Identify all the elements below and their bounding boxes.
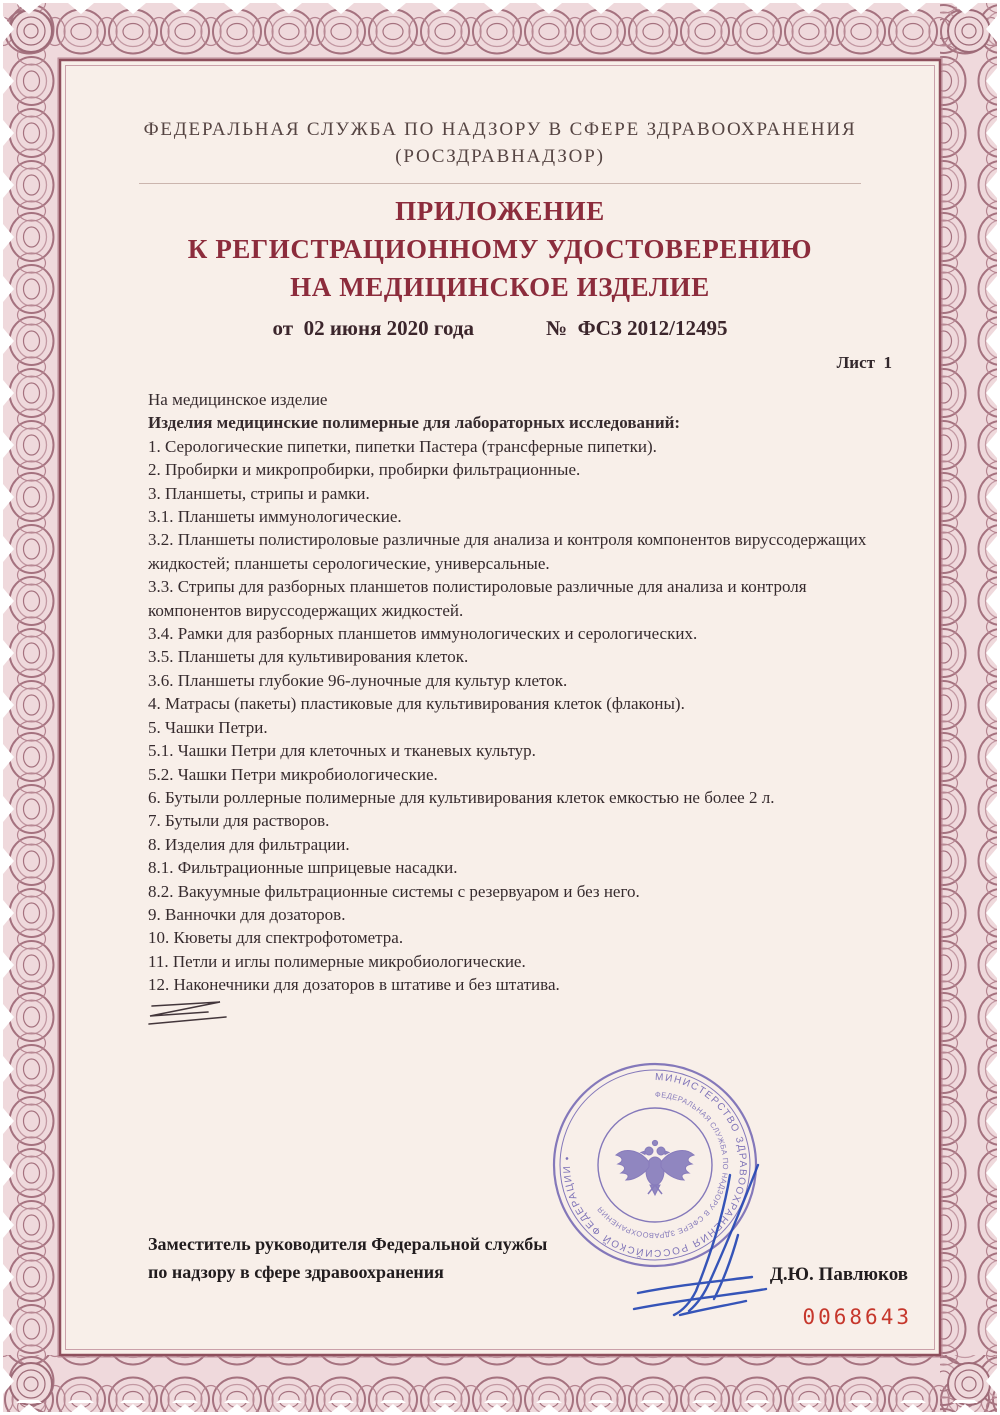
document-content bbox=[62, 62, 938, 1353]
list-item: 3. Планшеты, стрипы и рамки. bbox=[148, 483, 370, 503]
registration-number: № ФСЗ 2012/12495 bbox=[545, 316, 728, 340]
signatory-role-line-1: Заместитель руководителя Федеральной службы bbox=[148, 1234, 548, 1254]
title-line-3: НА МЕДИЦИНСКОЕ ИЗДЕЛИЕ bbox=[290, 272, 710, 302]
list-item: 4. Матрасы (пакеты) пластиковые для культивирования клеток (флаконы). bbox=[148, 694, 685, 714]
agency-line-2: (РОСЗДРАВНАДЗОР) bbox=[395, 146, 605, 167]
list-item: 5. Чашки Петри. bbox=[148, 717, 268, 737]
agency-line-1: ФЕДЕРАЛЬНАЯ СЛУЖБА ПО НАДЗОРУ В СФЕРЕ ЗДРАВООХРАНЕНИЯ bbox=[143, 119, 857, 140]
list-item: 3.1. Планшеты иммунологические. bbox=[148, 507, 402, 527]
issue-date: от 02 июня 2020 года bbox=[272, 316, 474, 340]
double-headed-eagle-icon bbox=[616, 1140, 694, 1195]
list-item: 2. Пробирки и микропробирки, пробирки фильтрационные. bbox=[148, 460, 581, 480]
list-item: 3.6. Планшеты глубокие 96-луночные для культур клеток. bbox=[148, 670, 568, 690]
list-item: 11. Петли и иглы полимерные микробиологические. bbox=[148, 951, 526, 971]
document-title bbox=[62, 192, 938, 306]
header-divider-line bbox=[139, 183, 861, 184]
signatory-block bbox=[148, 1230, 908, 1286]
sheet-label: Лист 1 bbox=[836, 353, 892, 372]
stamp-outer-text: МИНИСТЕРСТВО ЗДРАВООХРАНЕНИЯ РОССИЙСКОЙ ФЕДЕРАЦИИ • bbox=[561, 1071, 749, 1259]
list-item: 3.2. Планшеты полистироловые различные для анализа и контроля компонентов вируссодержащих жидкостей; планшеты серологические, универсальные. bbox=[148, 530, 867, 573]
list-item: 8.2. Вакуумные фильтрационные системы с резервуаром и без него. bbox=[148, 881, 640, 901]
list-item: 3.4. Рамки для разборных планшетов иммунологических и серологических. bbox=[148, 624, 698, 644]
list-item: 8.1. Фильтрационные шприцевые насадки. bbox=[148, 858, 458, 878]
strike-mark bbox=[146, 1000, 256, 1030]
list-item: 6. Бутыли роллерные полимерные для культивирования клеток емкостью не более 2 л. bbox=[148, 787, 775, 807]
signatory-role bbox=[148, 1230, 547, 1286]
list-item: 1. Серологические пипетки, пипетки Пастера (трансферные пипетки). bbox=[148, 436, 657, 456]
list-item: 5.1. Чашки Петри для клеточных и тканевых культур. bbox=[148, 741, 536, 761]
list-item: 5.2. Чашки Петри микробиологические. bbox=[148, 764, 438, 784]
title-line-1: ПРИЛОЖЕНИЕ bbox=[395, 196, 605, 226]
list-item: 3.5. Планшеты для культивирования клеток. bbox=[148, 647, 469, 667]
list-item: 12. Наконечники для дозаторов в штативе и без штатива. bbox=[148, 975, 560, 995]
serial-number: 0068643 bbox=[802, 1305, 912, 1329]
product-heading: Изделия медицинские полимерные для лабораторных исследований: bbox=[148, 413, 681, 433]
list-item: 3.3. Стрипы для разборных планшетов полистироловые различные для анализа и контроля компонентов вируссодержащих жидкостей. bbox=[148, 577, 807, 620]
body-text bbox=[148, 388, 878, 997]
list-item: 7. Бутыли для растворов. bbox=[148, 811, 330, 831]
signatory-role-line-2: по надзору в сфере здравоохранения bbox=[148, 1262, 444, 1282]
agency-name bbox=[62, 116, 938, 170]
list-item: 9. Ванночки для дозаторов. bbox=[148, 904, 346, 924]
title-line-2: К РЕГИСТРАЦИОННОМУ УДОСТОВЕРЕНИЮ bbox=[187, 234, 813, 264]
stamp-and-signature bbox=[532, 1047, 842, 1357]
stamp-inner-text: ФЕДЕРАЛЬНАЯ СЛУЖБА ПО НАДЗОРУ В СФЕРЕ ЗДРАВООХРАНЕНИЯ bbox=[595, 1089, 731, 1241]
signatory-name: Д.Ю. Павлюков bbox=[769, 1264, 908, 1285]
intro-text: На медицинское изделие bbox=[148, 390, 328, 409]
list-item: 8. Изделия для фильтрации. bbox=[148, 834, 350, 854]
meta-row bbox=[62, 316, 938, 341]
list-item: 10. Кюветы для спектрофотометра. bbox=[148, 928, 404, 948]
